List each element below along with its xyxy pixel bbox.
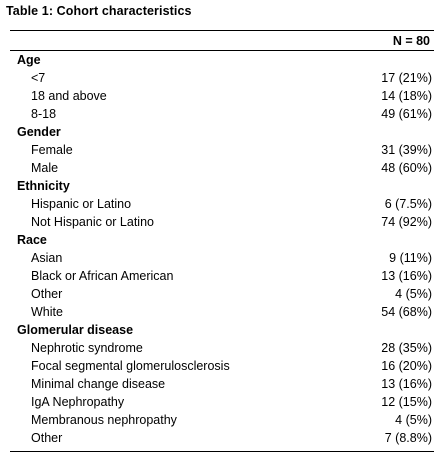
section-label: Age: [17, 53, 41, 67]
table-row: [10, 285, 434, 303]
section-row-ethnicity: [10, 177, 434, 195]
table-row: [10, 69, 434, 87]
row-value: 4 (5%): [395, 287, 432, 301]
section-label: Glomerular disease: [17, 323, 134, 337]
row-label: Other: [31, 287, 63, 301]
section-label: Ethnicity: [17, 179, 70, 193]
row-value: 17 (21%): [381, 71, 432, 85]
row-label: Not Hispanic or Latino: [31, 215, 154, 229]
row-label: Asian: [31, 251, 63, 265]
table-top-rule: [10, 30, 434, 31]
table-row: [10, 303, 434, 321]
row-label: Focal segmental glomerulosclerosis: [31, 359, 230, 373]
table-row: [10, 411, 434, 429]
row-label: Female: [31, 143, 73, 157]
table-row: [10, 339, 434, 357]
table-row: [10, 105, 434, 123]
row-value: 49 (61%): [381, 107, 432, 121]
table-row: [10, 159, 434, 177]
row-label: White: [31, 305, 63, 319]
row-label: Black or African American: [31, 269, 174, 283]
row-label: Male: [31, 161, 59, 175]
section-row-age: [10, 51, 434, 69]
row-value: 7 (8.8%): [384, 431, 432, 445]
row-value: 16 (20%): [381, 359, 432, 373]
row-label: Membranous nephropathy: [31, 413, 177, 427]
section-row-gender: [10, 123, 434, 141]
row-value: 14 (18%): [381, 89, 432, 103]
row-value: 13 (16%): [381, 269, 432, 283]
row-value: 31 (39%): [381, 143, 432, 157]
row-label: IgA Nephropathy: [31, 395, 125, 409]
table-row: [10, 429, 434, 447]
table-title: Table 1: Cohort characteristics: [6, 4, 192, 18]
table-body: [10, 51, 434, 447]
row-value: 12 (15%): [381, 395, 432, 409]
section-row-glomerular-disease: [10, 321, 434, 339]
row-label: Hispanic or Latino: [31, 197, 132, 211]
row-label: <7: [31, 71, 46, 85]
row-value: 74 (92%): [381, 215, 432, 229]
table-row: [10, 375, 434, 393]
row-value: 6 (7.5%): [384, 197, 432, 211]
row-value: 9 (11%): [389, 251, 432, 265]
table-row: [10, 357, 434, 375]
row-label: Nephrotic syndrome: [31, 341, 143, 355]
row-value: 4 (5%): [395, 413, 432, 427]
row-label: 8-18: [31, 107, 57, 121]
table-row: [10, 267, 434, 285]
row-label: Minimal change disease: [31, 377, 166, 391]
row-value: 13 (16%): [381, 377, 432, 391]
section-row-race: [10, 231, 434, 249]
table-row: [10, 87, 434, 105]
column-header-n: N = 80: [392, 34, 430, 48]
row-label: Other: [31, 431, 63, 445]
table-row: [10, 393, 434, 411]
row-value: 54 (68%): [381, 305, 432, 319]
row-label: 18 and above: [31, 89, 107, 103]
section-label: Race: [17, 233, 47, 247]
table-bottom-rule: [10, 451, 434, 452]
table-row: [10, 141, 434, 159]
table-row: [10, 195, 434, 213]
table-row: [10, 249, 434, 267]
row-value: 48 (60%): [381, 161, 432, 175]
section-label: Gender: [17, 125, 61, 139]
row-value: 28 (35%): [381, 341, 432, 355]
table-row: [10, 213, 434, 231]
